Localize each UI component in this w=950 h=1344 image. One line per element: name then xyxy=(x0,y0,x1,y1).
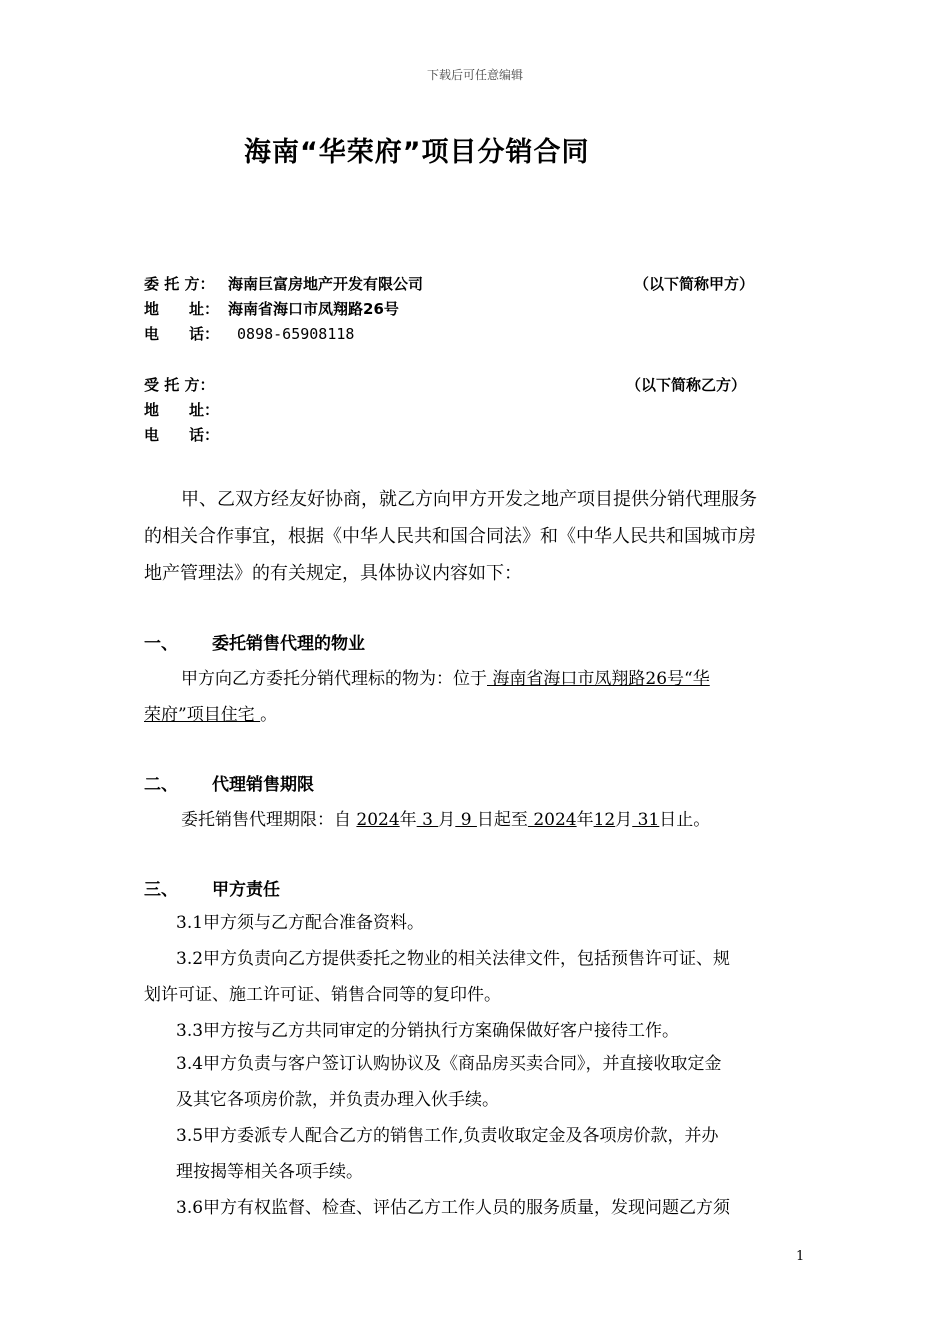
property-location-part-2: 荣府”项目住宅 xyxy=(144,705,261,725)
client-label: 委 托 方： xyxy=(144,275,215,293)
section-1-line-2 xyxy=(144,700,277,725)
start-year: 2024 xyxy=(356,810,400,830)
client-row xyxy=(144,273,423,294)
start-day: 9 xyxy=(455,810,477,830)
agent-label: 受 托 方： xyxy=(144,376,215,394)
agent-phone-row xyxy=(144,424,228,445)
section-3-heading xyxy=(144,875,280,900)
client-address-label: 地 址： xyxy=(144,300,220,318)
section-3-title: 甲方责任 xyxy=(212,880,280,900)
agent-address-label: 地 址： xyxy=(144,401,220,419)
client-address-value: 海南省海口市凤翔路26号 xyxy=(228,300,399,318)
term-suffix: 日止。 xyxy=(659,810,711,830)
year-char-1: 年 xyxy=(399,810,417,830)
clause-3-2-line-1: 3.2甲方负责向乙方提供委托之物业的相关法律文件，包括预售许可证、规 xyxy=(176,949,731,969)
year-char-2: 年 xyxy=(576,810,594,830)
client-phone-value: 0898-65908118 xyxy=(228,325,355,343)
client-phone-label: 电 话： xyxy=(144,325,220,343)
section-3-number: 三、 xyxy=(144,880,178,900)
section-2-title: 代理销售期限 xyxy=(212,775,314,795)
section-2-line xyxy=(181,805,710,830)
intro-line-1: 甲、乙双方经友好协商，就乙方向甲方开发之地产项目提供分销代理服务 xyxy=(181,489,757,510)
header-note: 下载后可任意编辑 xyxy=(426,68,523,82)
start-month: 3 xyxy=(416,810,439,830)
month-char-1: 月 xyxy=(438,810,456,830)
term-prefix: 委托销售代理期限：自 xyxy=(181,810,357,830)
clause-3-3: 3.3甲方按与乙方共同审定的分销执行方案确保做好客户接待工作。 xyxy=(176,1021,680,1041)
client-note: （以下简称甲方） xyxy=(634,275,755,293)
end-year: 2024 xyxy=(527,810,577,830)
agent-address-row xyxy=(144,399,228,420)
agent-row xyxy=(144,374,228,395)
section-1-title: 委托销售代理的物业 xyxy=(212,634,365,654)
intro-line-2: 的相关合作事宜，根据《中华人民共和国合同法》和《中华人民共和国城市房 xyxy=(144,526,756,547)
property-location-part-1: 海南省海口市凤翔路26号“华 xyxy=(487,669,710,689)
clause-3-4-line-1: 3.4甲方负责与客户签订认购协议及《商品房买卖合同》，并直接收取定金 xyxy=(176,1054,722,1074)
clause-3-5-line-1: 3.5甲方委派专人配合乙方的销售工作,负责收取定金及各项房价款，并办 xyxy=(176,1126,719,1146)
client-phone-row xyxy=(144,323,354,344)
section-1-line-1 xyxy=(181,664,710,689)
agent-phone-label: 电 话： xyxy=(144,426,220,444)
section-1-heading xyxy=(144,629,365,654)
clause-3-4-line-2: 及其它各项房价款，并负责办理入伙手续。 xyxy=(176,1090,499,1110)
agent-note: （以下简称乙方） xyxy=(626,376,747,394)
clause-3-2-line-2: 划许可证、施工许可证、销售合同等的复印件。 xyxy=(144,985,501,1005)
section-2-heading xyxy=(144,770,314,795)
clause-3-5-line-2: 理按揭等相关各项手续。 xyxy=(176,1162,363,1182)
page-number: 1 xyxy=(796,1249,805,1264)
end-month: 12 xyxy=(593,810,616,830)
section-1-suffix: 。 xyxy=(260,705,278,725)
client-address-row xyxy=(144,298,399,319)
end-day: 31 xyxy=(632,810,660,830)
clause-3-6-line-1: 3.6甲方有权监督、检查、评估乙方工作人员的服务质量，发现问题乙方须 xyxy=(176,1198,731,1218)
month-char-2: 月 xyxy=(615,810,633,830)
section-1-number: 一、 xyxy=(144,634,178,654)
document-title: 海南“华荣府”项目分销合同 xyxy=(244,137,590,168)
clause-3-1: 3.1甲方须与乙方配合准备资料。 xyxy=(176,913,425,933)
section-1-prefix: 甲方向乙方委托分销代理标的物为：位于 xyxy=(181,669,487,689)
intro-line-3: 地产管理法》的有关规定，具体协议内容如下： xyxy=(144,563,522,584)
client-value: 海南巨富房地产开发有限公司 xyxy=(228,275,424,293)
section-2-number: 二、 xyxy=(144,775,178,795)
term-mid: 日起至 xyxy=(476,810,528,830)
